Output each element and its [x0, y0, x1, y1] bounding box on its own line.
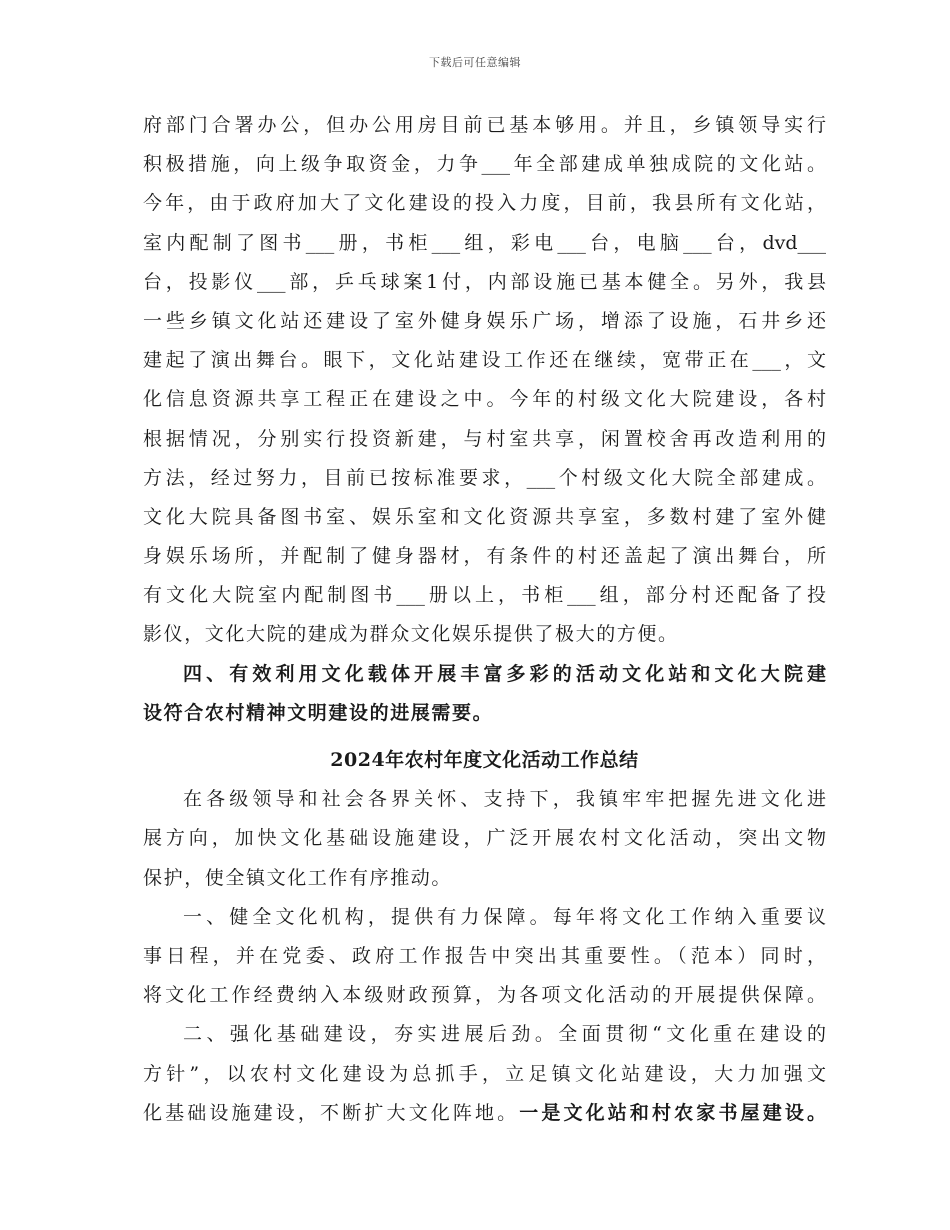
text-line: 化信息资源共享工程正在建设之中。今年的村级文化大院建设，各村 [143, 388, 826, 411]
text-line: 积极措施，向上级争取资金，力争___年全部建成单独成院的文化站。 [143, 153, 826, 176]
paragraph-line: 方针”，以农村文化建设为总抓手，立足镇文化站建设，大力加强文 [143, 1062, 826, 1085]
paragraph-line-mixed [143, 1094, 826, 1133]
document-body [143, 106, 826, 1133]
paragraph-line: 事日程，并在党委、政府工作报告中突出其重要性。（范本）同时， [143, 944, 826, 967]
section-heading: 四、有效利用文化载体开展丰富多彩的活动文化站和文化大院建 [183, 662, 826, 685]
text-line: 台，投影仪___部，乒乓球案1付，内部设施已基本健全。另外，我县 [143, 270, 826, 293]
paragraph-line: 二、强化基础建设，夯实进展后劲。全面贯彻“文化重在建设的 [183, 1023, 826, 1046]
text-line: 今年，由于政府加大了文化建设的投入力度，目前，我县所有文化站， [143, 192, 826, 215]
spacer [143, 733, 826, 741]
text-line: 根据情况，分别实行投资新建，与村室共享，闲置校舍再改造利用的 [143, 427, 826, 450]
text-line: 影仪，文化大院的建成为群众文化娱乐提供了极大的方便。 [143, 623, 679, 646]
document-title: 2024年农村年度文化活动工作总结 [330, 749, 639, 771]
text-line: 室内配制了图书___册，书柜___组，彩电___台，电脑___台，dvd___ [143, 231, 826, 254]
text-line: 一些乡镇文化站还建设了室外健身娱乐广场，增添了设施，石井乡还 [143, 309, 826, 332]
text-line: 有文化大院室内配制图书___册以上，书柜___组，部分村还配备了投 [143, 584, 826, 607]
paragraph-line: 保护，使全镇文化工作有序推动。 [143, 866, 453, 889]
paragraph-line: 一、健全文化机构，提供有力保障。每年将文化工作纳入重要议 [183, 905, 826, 928]
paragraph-line: 将文化工作经费纳入本级财政预算，为各项文化活动的开展提供保障。 [143, 984, 826, 1007]
text-line: 建起了演出舞台。眼下，文化站建设工作还在继续，宽带正在___，文 [143, 349, 826, 372]
paragraph-text: 化基础设施建设，不断扩大文化阵地。 [143, 1101, 520, 1124]
text-line: 文化大院具备图书室、娱乐室和文化资源共享室，多数村建了室外健 [143, 505, 826, 528]
text-line: 方法，经过努力，目前已按标准要求，___个村级文化大院全部建成。 [143, 466, 826, 489]
paragraph-line: 展方向，加快文化基础设施建设，广泛开展农村文化活动，突出文物 [143, 827, 826, 850]
section-heading-cont: 设符合农村精神文明建设的进展需要。 [143, 701, 494, 724]
page-header: 下载后可任意编辑 [429, 56, 521, 69]
paragraph-line: 在各级领导和社会各界关怀、支持下，我镇牢牢把握先进文化进 [183, 788, 826, 811]
text-line: 身娱乐场所，并配制了健身器材，有条件的村还盖起了演出舞台，所 [143, 545, 826, 568]
bold-emphasis: 一是文化站和村农家书屋建设。 [519, 1101, 826, 1124]
text-line: 府部门合署办公，但办公用房目前已基本够用。并且，乡镇领导实行 [143, 114, 826, 136]
